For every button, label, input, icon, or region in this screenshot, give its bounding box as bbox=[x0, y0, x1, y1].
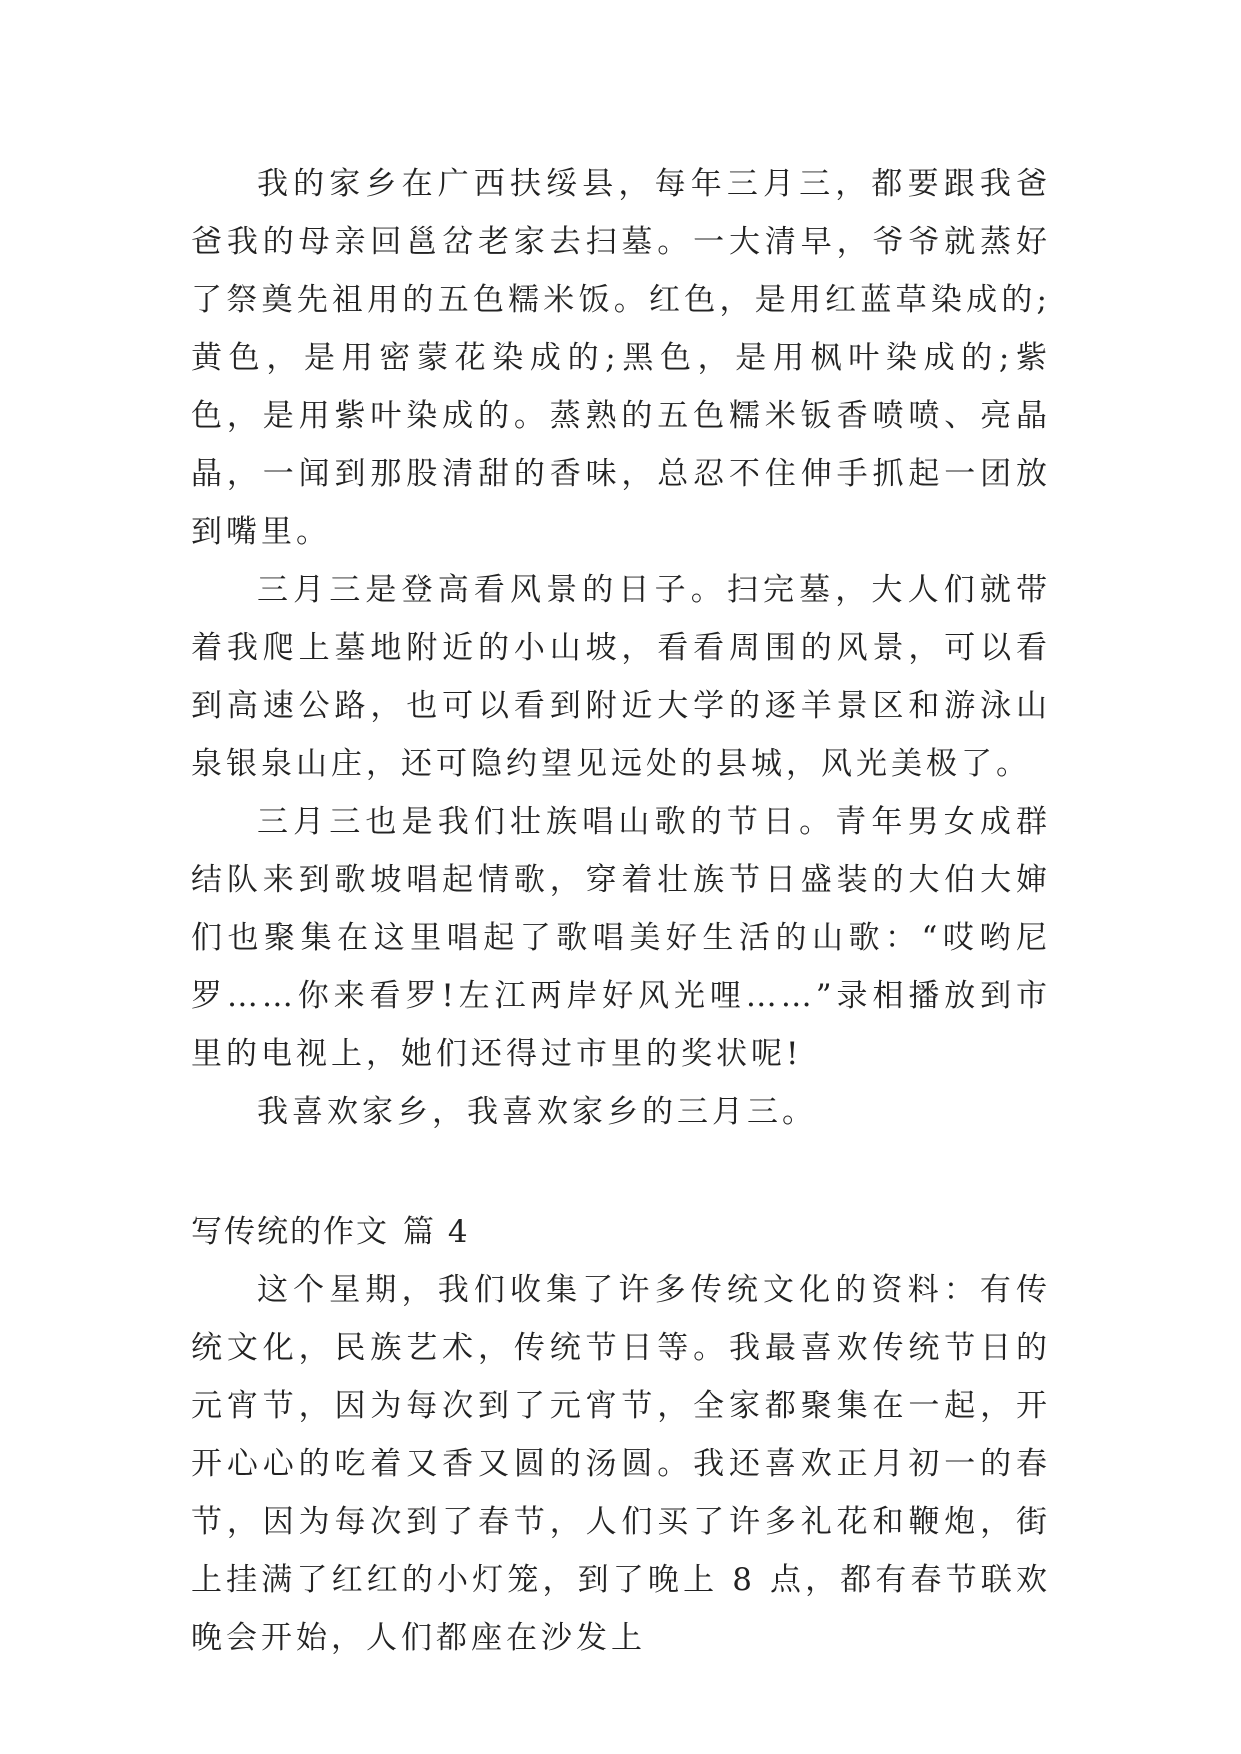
paragraph-2: 三月三是登高看风景的日子。扫完墓，大人们就带着我爬上墓地附近的小山坡，看看周围的风景，可以看到高速公路，也可以看到附近大学的逐羊景区和游泳山泉银泉山庄，还可隐约望见远处的县城，风光美极了。 bbox=[191, 572, 1051, 782]
section-heading-title: 写传统的作文 bbox=[191, 1214, 389, 1250]
paragraph-3: 三月三也是我们壮族唱山歌的节日。青年男女成群结队来到歌坡唱起情歌，穿着壮族节日盛装的大伯大婶们也聚集在这里唱起了歌唱美好生活的山歌：“哎哟尼罗……你来看罗!左江两岸好风光哩……”录相播放到市里的电视上，她们还得过市里的奖状呢! bbox=[191, 804, 1051, 1072]
section-heading bbox=[191, 1203, 1051, 1261]
paragraph-4: 我喜欢家乡，我喜欢家乡的三月三。 bbox=[257, 1094, 817, 1130]
section-heading-number: 篇 4 bbox=[403, 1214, 470, 1250]
paragraph-1: 我的家乡在广西扶绥县，每年三月三，都要跟我爸爸我的母亲回邕岔老家去扫墓。一大清早，爷爷就蒸好了祭奠先祖用的五色糯米饭。红色，是用红蓝草染成的;黄色，是用密蒙花染成的;黑色，是用枫叶染成的;紫色，是用紫叶染成的。蒸熟的五色糯米钣香喷喷、亮晶晶，一闻到那股清甜的香味，总忍不住伸手抓起一团放到嘴里。 bbox=[191, 166, 1051, 550]
document-body bbox=[191, 155, 1051, 1667]
paragraph-5: 这个星期，我们收集了许多传统文化的资料：有传统文化，民族艺术，传统节日等。我最喜欢传统节日的元宵节，因为每次到了元宵节，全家都聚集在一起，开开心心的吃着又香又圆的汤圆。我还喜欢正月初一的春节，因为每次到了春节，人们买了许多礼花和鞭炮，街上挂满了红红的小灯笼，到了晚上 8 点，都有春节联欢晚会开始，人们都座在沙发上 bbox=[191, 1272, 1051, 1656]
